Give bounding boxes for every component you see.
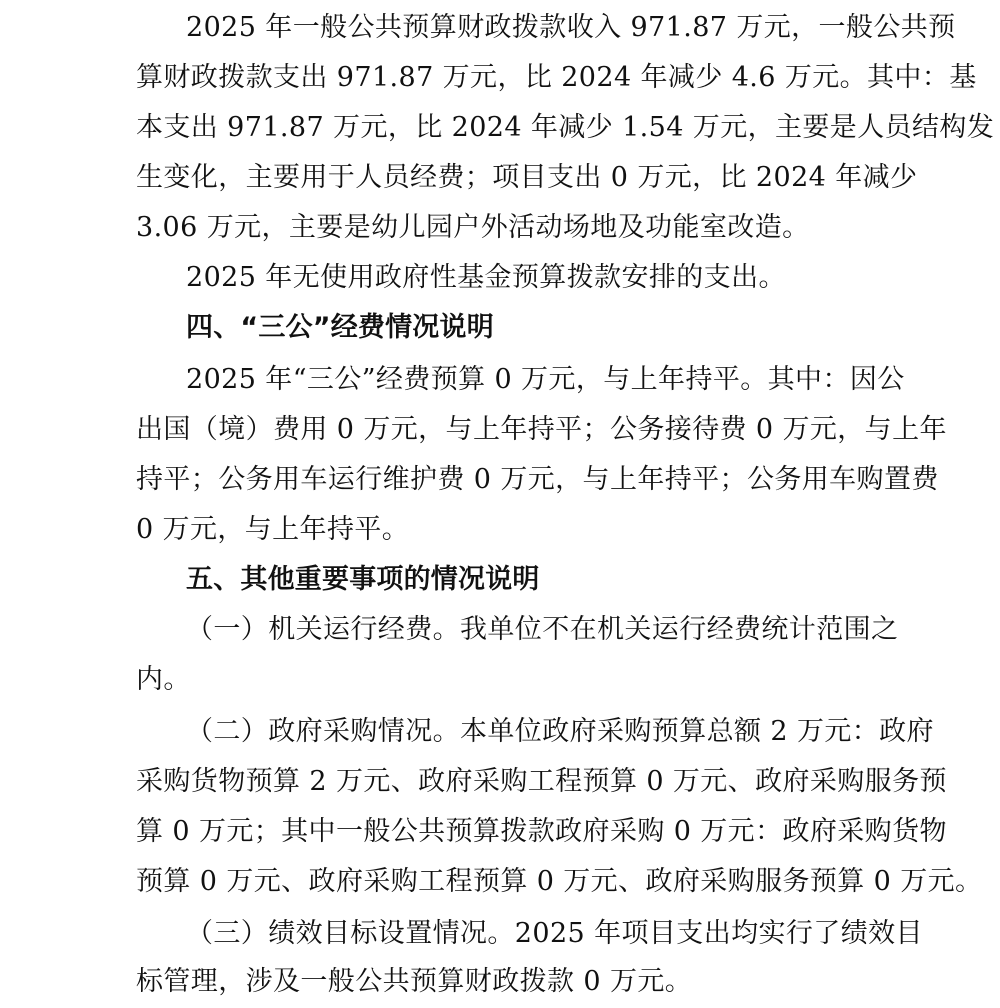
paragraph-performance-line-1: （三）绩效目标设置情况。2025 年项目支出均实行了绩效目 bbox=[186, 918, 923, 949]
paragraph-three-public-line-2: 出国（境）费用 0 万元，与上年持平；公务接待费 0 万元，与上年 bbox=[136, 414, 947, 445]
paragraph-budget-income-line-3: 本支出 971.87 万元，比 2024 年减少 1.54 万元，主要是人员结构发 bbox=[136, 112, 995, 143]
paragraph-procurement-line-4: 预算 0 万元、政府采购工程预算 0 万元、政府采购服务预算 0 万元。 bbox=[136, 866, 983, 897]
paragraph-operating-expenses-line-2: 内。 bbox=[136, 664, 191, 695]
paragraph-budget-income-line-2: 算财政拨款支出 971.87 万元，比 2024 年减少 4.6 万元。其中：基 bbox=[136, 62, 977, 93]
paragraph-budget-income-line-5: 3.06 万元，主要是幼儿园户外活动场地及功能室改造。 bbox=[136, 212, 810, 243]
paragraph-three-public-line-4: 0 万元，与上年持平。 bbox=[136, 514, 410, 545]
paragraph-three-public-line-1: 2025 年“三公”经费预算 0 万元，与上年持平。其中：因公 bbox=[186, 364, 905, 395]
paragraph-procurement-line-3: 算 0 万元；其中一般公共预算拨款政府采购 0 万元：政府采购货物 bbox=[136, 816, 947, 847]
paragraph-budget-income-line-4: 生变化，主要用于人员经费；项目支出 0 万元，比 2024 年减少 bbox=[136, 162, 918, 193]
paragraph-three-public-line-3: 持平；公务用车运行维护费 0 万元，与上年持平；公务用车购置费 bbox=[136, 464, 939, 495]
paragraph-budget-income-line-1: 2025 年一般公共预算财政拨款收入 971.87 万元，一般公共预 bbox=[186, 12, 956, 43]
paragraph-performance-line-2: 标管理，涉及一般公共预算财政拨款 0 万元。 bbox=[136, 966, 693, 997]
paragraph-procurement-line-2: 采购货物预算 2 万元、政府采购工程预算 0 万元、政府采购服务预 bbox=[136, 766, 947, 797]
section-heading-three-public: 四、“三公”经费情况说明 bbox=[186, 312, 494, 343]
paragraph-government-fund: 2025 年无使用政府性基金预算拨款安排的支出。 bbox=[186, 262, 786, 293]
paragraph-procurement-line-1: （二）政府采购情况。本单位政府采购预算总额 2 万元：政府 bbox=[186, 716, 934, 747]
section-heading-other-matters: 五、其他重要事项的情况说明 bbox=[186, 564, 540, 595]
paragraph-operating-expenses-line-1: （一）机关运行经费。我单位不在机关运行经费统计范围之 bbox=[186, 614, 899, 645]
